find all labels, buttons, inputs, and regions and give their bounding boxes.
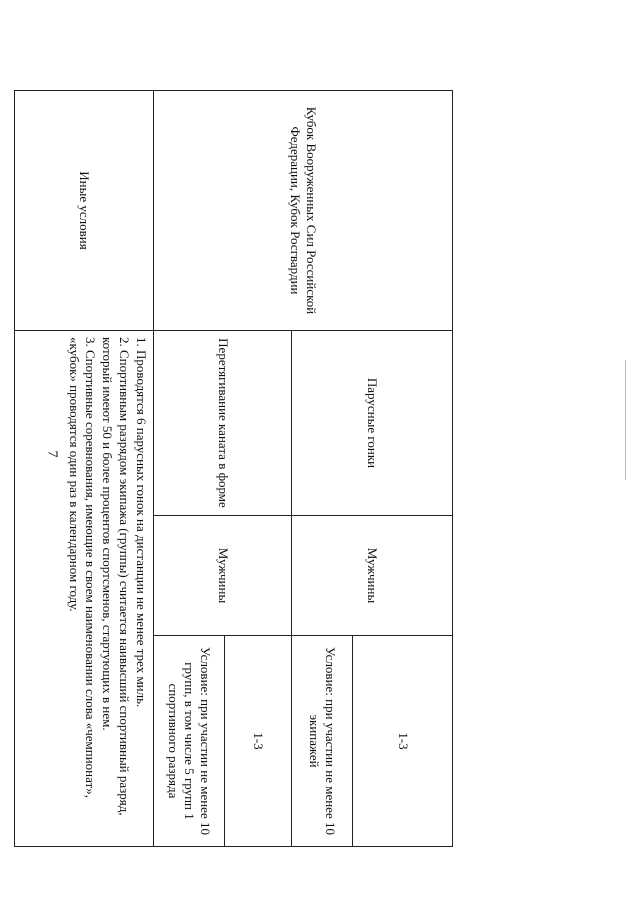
gender-cell: Мужчины: [154, 516, 292, 636]
other-conditions-text: [15, 331, 154, 847]
table-row: [353, 91, 453, 847]
condition-item: 2. Спортивным разрядом экипажа (группы) считается наивысший спортивный разряд, который имеют 50 и более процентов спортсменов, стартующих в нем.: [100, 337, 132, 816]
gender-cell: Мужчины: [292, 516, 453, 636]
competition-table: [14, 90, 453, 847]
discipline-cell: Перетягивание каната в форме: [154, 331, 292, 516]
places-cell: 1-3: [353, 636, 453, 847]
places-cell: 1-3: [225, 636, 292, 847]
condition-cell: Условие: при участии не менее 10 групп, в том числе 5 групп 1 спортивного разряда: [154, 636, 225, 847]
other-conditions-label: Иные условия: [15, 91, 154, 331]
condition-cell: Условие: при участии не менее 10 экипажей: [292, 636, 353, 847]
table-row: [15, 91, 154, 847]
competition-table-rotated: [67, 90, 453, 846]
page-number: 7: [44, 450, 60, 458]
scan-edge-mark: [625, 360, 626, 480]
condition-item: 3. Спортивные соревнования, имеющие в своем наименовании слова «чемпионат», «кубок» проводятся один раз в календарном году.: [67, 337, 99, 798]
competition-name-cell: Кубок Вооруженных Сил Российской Федерации, Кубок Росгвардии: [154, 91, 453, 331]
condition-item: 1. Проводятся 6 парусных гонок на дистанции не менее трех миль.: [134, 337, 149, 708]
discipline-cell: Парусные гонки: [292, 331, 453, 516]
